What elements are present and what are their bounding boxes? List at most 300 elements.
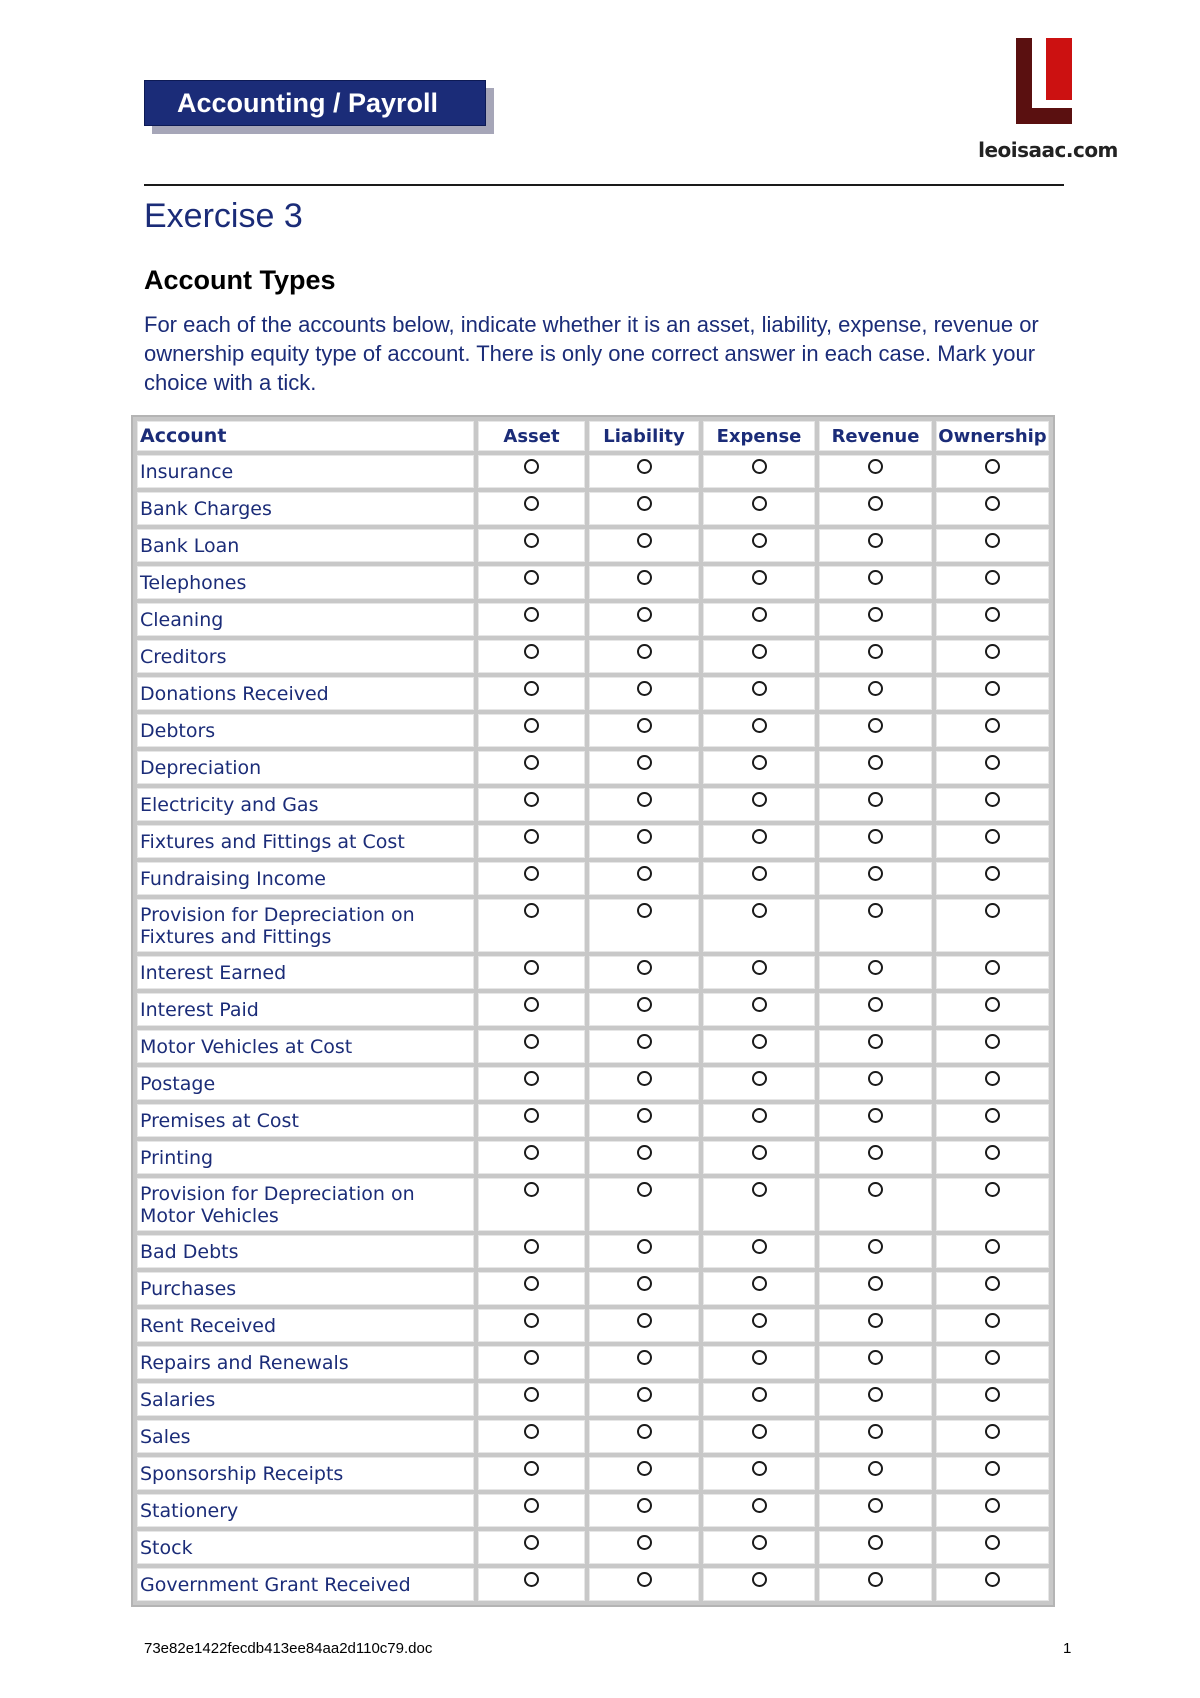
- revenue-radio[interactable]: [868, 1535, 883, 1550]
- expense-radio[interactable]: [752, 718, 767, 733]
- revenue-radio[interactable]: [868, 1498, 883, 1513]
- asset-radio[interactable]: [524, 1239, 539, 1254]
- table-row: [137, 1141, 1049, 1174]
- revenue-radio[interactable]: [868, 1034, 883, 1049]
- cell-asset: [478, 492, 585, 525]
- revenue-radio[interactable]: [868, 792, 883, 807]
- revenue-radio[interactable]: [868, 829, 883, 844]
- table-row: [137, 993, 1049, 1026]
- account-name: Donations Received: [137, 677, 474, 710]
- ownership-radio[interactable]: [985, 1276, 1000, 1291]
- ownership-radio[interactable]: [985, 570, 1000, 585]
- cell-expense: [703, 1494, 815, 1527]
- cell-liability: [589, 788, 699, 821]
- cell-liability: [589, 603, 699, 636]
- liability-radio[interactable]: [637, 792, 652, 807]
- liability-radio[interactable]: [637, 681, 652, 696]
- expense-radio[interactable]: [752, 960, 767, 975]
- cell-expense: [703, 1141, 815, 1174]
- table-row: [137, 1272, 1049, 1305]
- cell-liability: [589, 1178, 699, 1231]
- cell-liability: [589, 455, 699, 488]
- revenue-radio[interactable]: [868, 960, 883, 975]
- cell-ownership: [936, 1531, 1049, 1564]
- ownership-radio[interactable]: [985, 459, 1000, 474]
- cell-revenue: [819, 529, 932, 562]
- ownership-radio[interactable]: [985, 496, 1000, 511]
- asset-radio[interactable]: [524, 1276, 539, 1291]
- asset-radio[interactable]: [524, 681, 539, 696]
- account-name: Fundraising Income: [137, 862, 474, 895]
- cell-revenue: [819, 677, 932, 710]
- table-row: [137, 640, 1049, 673]
- column-header-revenue: Revenue: [819, 421, 932, 451]
- account-name: Creditors: [137, 640, 474, 673]
- revenue-radio[interactable]: [868, 1239, 883, 1254]
- cell-ownership: [936, 566, 1049, 599]
- table-row: [137, 603, 1049, 636]
- cell-liability: [589, 899, 699, 952]
- expense-radio[interactable]: [752, 1071, 767, 1086]
- ownership-radio[interactable]: [985, 1313, 1000, 1328]
- cell-asset: [478, 1420, 585, 1453]
- account-name: Printing: [137, 1141, 474, 1174]
- liability-radio[interactable]: [637, 570, 652, 585]
- cell-expense: [703, 1457, 815, 1490]
- logo-mark-icon: [1016, 38, 1080, 124]
- table-row: [137, 1383, 1049, 1416]
- cell-expense: [703, 825, 815, 858]
- asset-radio[interactable]: [524, 1535, 539, 1550]
- asset-radio[interactable]: [524, 1182, 539, 1197]
- expense-radio[interactable]: [752, 1239, 767, 1254]
- cell-asset: [478, 529, 585, 562]
- cell-asset: [478, 788, 585, 821]
- revenue-radio[interactable]: [868, 903, 883, 918]
- asset-radio[interactable]: [524, 1461, 539, 1476]
- cell-asset: [478, 899, 585, 952]
- revenue-radio[interactable]: [868, 533, 883, 548]
- cell-revenue: [819, 788, 932, 821]
- revenue-radio[interactable]: [868, 997, 883, 1012]
- liability-radio[interactable]: [637, 1387, 652, 1402]
- account-name: Premises at Cost: [137, 1104, 474, 1137]
- cell-expense: [703, 1272, 815, 1305]
- cell-ownership: [936, 529, 1049, 562]
- asset-radio[interactable]: [524, 1313, 539, 1328]
- revenue-radio[interactable]: [868, 1276, 883, 1291]
- table-row: [137, 492, 1049, 525]
- ownership-radio[interactable]: [985, 960, 1000, 975]
- column-header-liability: Liability: [589, 421, 699, 451]
- cell-expense: [703, 640, 815, 673]
- cell-ownership: [936, 1309, 1049, 1342]
- cell-ownership: [936, 993, 1049, 1026]
- account-name: Electricity and Gas: [137, 788, 474, 821]
- expense-radio[interactable]: [752, 1313, 767, 1328]
- ownership-radio[interactable]: [985, 1424, 1000, 1439]
- ownership-radio[interactable]: [985, 997, 1000, 1012]
- revenue-radio[interactable]: [868, 1350, 883, 1365]
- cell-expense: [703, 862, 815, 895]
- revenue-radio[interactable]: [868, 1145, 883, 1160]
- ownership-radio[interactable]: [985, 1108, 1000, 1123]
- cell-expense: [703, 455, 815, 488]
- revenue-radio[interactable]: [868, 1387, 883, 1402]
- revenue-radio[interactable]: [868, 496, 883, 511]
- liability-radio[interactable]: [637, 1535, 652, 1550]
- expense-radio[interactable]: [752, 792, 767, 807]
- account-name: Bank Charges: [137, 492, 474, 525]
- account-name: Rent Received: [137, 1309, 474, 1342]
- cell-liability: [589, 1272, 699, 1305]
- cell-liability: [589, 993, 699, 1026]
- asset-radio[interactable]: [524, 1424, 539, 1439]
- cell-ownership: [936, 788, 1049, 821]
- expense-radio[interactable]: [752, 681, 767, 696]
- cell-liability: [589, 751, 699, 784]
- expense-radio[interactable]: [752, 1145, 767, 1160]
- cell-revenue: [819, 714, 932, 747]
- cell-revenue: [819, 1457, 932, 1490]
- cell-asset: [478, 1067, 585, 1100]
- cell-liability: [589, 1568, 699, 1601]
- expense-radio[interactable]: [752, 866, 767, 881]
- table-header-row: [137, 421, 1049, 451]
- liability-radio[interactable]: [637, 1461, 652, 1476]
- ownership-radio[interactable]: [985, 792, 1000, 807]
- cell-expense: [703, 677, 815, 710]
- cell-asset: [478, 566, 585, 599]
- revenue-radio[interactable]: [868, 644, 883, 659]
- cell-revenue: [819, 1494, 932, 1527]
- cell-expense: [703, 566, 815, 599]
- cell-expense: [703, 603, 815, 636]
- cell-revenue: [819, 492, 932, 525]
- cell-liability: [589, 1383, 699, 1416]
- ownership-radio[interactable]: [985, 1350, 1000, 1365]
- table-row: [137, 1235, 1049, 1268]
- cell-revenue: [819, 1568, 932, 1601]
- account-name: Debtors: [137, 714, 474, 747]
- expense-radio[interactable]: [752, 1387, 767, 1402]
- table-row: [137, 1309, 1049, 1342]
- cell-revenue: [819, 956, 932, 989]
- cell-asset: [478, 1346, 585, 1379]
- revenue-radio[interactable]: [868, 866, 883, 881]
- asset-radio[interactable]: [524, 903, 539, 918]
- revenue-radio[interactable]: [868, 607, 883, 622]
- asset-radio[interactable]: [524, 533, 539, 548]
- table-row: [137, 455, 1049, 488]
- ownership-radio[interactable]: [985, 829, 1000, 844]
- cell-ownership: [936, 1346, 1049, 1379]
- account-name: Government Grant Received: [137, 1568, 474, 1601]
- ownership-radio[interactable]: [985, 903, 1000, 918]
- expense-radio[interactable]: [752, 644, 767, 659]
- expense-radio[interactable]: [752, 1350, 767, 1365]
- asset-radio[interactable]: [524, 866, 539, 881]
- asset-radio[interactable]: [524, 496, 539, 511]
- asset-radio[interactable]: [524, 1145, 539, 1160]
- cell-asset: [478, 640, 585, 673]
- revenue-radio[interactable]: [868, 1424, 883, 1439]
- cell-asset: [478, 1272, 585, 1305]
- account-name: Sponsorship Receipts: [137, 1457, 474, 1490]
- cell-liability: [589, 956, 699, 989]
- cell-liability: [589, 1030, 699, 1063]
- table-row: [137, 956, 1049, 989]
- cell-expense: [703, 956, 815, 989]
- liability-radio[interactable]: [637, 866, 652, 881]
- liability-radio[interactable]: [637, 644, 652, 659]
- table-row: [137, 751, 1049, 784]
- cell-revenue: [819, 1383, 932, 1416]
- cell-revenue: [819, 751, 932, 784]
- table-row: [137, 714, 1049, 747]
- cell-asset: [478, 1030, 585, 1063]
- cell-asset: [478, 993, 585, 1026]
- liability-radio[interactable]: [637, 1239, 652, 1254]
- account-name: Telephones: [137, 566, 474, 599]
- account-name: Purchases: [137, 1272, 474, 1305]
- cell-liability: [589, 1067, 699, 1100]
- revenue-radio[interactable]: [868, 459, 883, 474]
- liability-radio[interactable]: [637, 755, 652, 770]
- ownership-radio[interactable]: [985, 1535, 1000, 1550]
- ownership-radio[interactable]: [985, 644, 1000, 659]
- liability-radio[interactable]: [637, 459, 652, 474]
- liability-radio[interactable]: [637, 1071, 652, 1086]
- table-row: [137, 1030, 1049, 1063]
- liability-radio[interactable]: [637, 1313, 652, 1328]
- asset-radio[interactable]: [524, 1071, 539, 1086]
- cell-ownership: [936, 1457, 1049, 1490]
- cell-liability: [589, 1309, 699, 1342]
- account-name: Provision for Depreciation on Fixtures and Fittings: [137, 899, 474, 952]
- liability-radio[interactable]: [637, 718, 652, 733]
- cell-ownership: [936, 1420, 1049, 1453]
- revenue-radio[interactable]: [868, 1108, 883, 1123]
- expense-radio[interactable]: [752, 903, 767, 918]
- ownership-radio[interactable]: [985, 718, 1000, 733]
- table-row: [137, 899, 1049, 952]
- cell-asset: [478, 825, 585, 858]
- ownership-radio[interactable]: [985, 755, 1000, 770]
- account-name: Sales: [137, 1420, 474, 1453]
- expense-radio[interactable]: [752, 459, 767, 474]
- expense-radio[interactable]: [752, 1276, 767, 1291]
- asset-radio[interactable]: [524, 1387, 539, 1402]
- cell-ownership: [936, 1030, 1049, 1063]
- cell-ownership: [936, 825, 1049, 858]
- cell-liability: [589, 492, 699, 525]
- revenue-radio[interactable]: [868, 1313, 883, 1328]
- expense-radio[interactable]: [752, 829, 767, 844]
- account-name: Stationery: [137, 1494, 474, 1527]
- cell-revenue: [819, 1346, 932, 1379]
- liability-radio[interactable]: [637, 829, 652, 844]
- cell-asset: [478, 714, 585, 747]
- asset-radio[interactable]: [524, 1572, 539, 1587]
- banner-label: Accounting / Payroll: [177, 88, 439, 118]
- column-header-asset: Asset: [478, 421, 585, 451]
- liability-radio[interactable]: [637, 1276, 652, 1291]
- asset-radio[interactable]: [524, 829, 539, 844]
- cell-revenue: [819, 640, 932, 673]
- asset-radio[interactable]: [524, 1498, 539, 1513]
- ownership-radio[interactable]: [985, 607, 1000, 622]
- table-row: [137, 677, 1049, 710]
- liability-radio[interactable]: [637, 997, 652, 1012]
- ownership-radio[interactable]: [985, 1572, 1000, 1587]
- cell-liability: [589, 1457, 699, 1490]
- asset-radio[interactable]: [524, 960, 539, 975]
- liability-radio[interactable]: [637, 903, 652, 918]
- ownership-radio[interactable]: [985, 1071, 1000, 1086]
- liability-radio[interactable]: [637, 1145, 652, 1160]
- cell-asset: [478, 1178, 585, 1231]
- asset-radio[interactable]: [524, 607, 539, 622]
- ownership-radio[interactable]: [985, 1034, 1000, 1049]
- cell-liability: [589, 1141, 699, 1174]
- cell-expense: [703, 1104, 815, 1137]
- expense-radio[interactable]: [752, 496, 767, 511]
- cell-revenue: [819, 1178, 932, 1231]
- expense-radio[interactable]: [752, 755, 767, 770]
- account-name: Repairs and Renewals: [137, 1346, 474, 1379]
- ownership-radio[interactable]: [985, 681, 1000, 696]
- expense-radio[interactable]: [752, 1461, 767, 1476]
- liability-radio[interactable]: [637, 496, 652, 511]
- ownership-radio[interactable]: [985, 1145, 1000, 1160]
- cell-ownership: [936, 640, 1049, 673]
- asset-radio[interactable]: [524, 1034, 539, 1049]
- cell-liability: [589, 1104, 699, 1137]
- liability-radio[interactable]: [637, 960, 652, 975]
- asset-radio[interactable]: [524, 792, 539, 807]
- cell-revenue: [819, 455, 932, 488]
- cell-ownership: [936, 1141, 1049, 1174]
- table-row: [137, 1104, 1049, 1137]
- cell-liability: [589, 640, 699, 673]
- expense-radio[interactable]: [752, 1034, 767, 1049]
- column-header-account: Account: [137, 421, 474, 451]
- asset-radio[interactable]: [524, 997, 539, 1012]
- table-row: [137, 788, 1049, 821]
- liability-radio[interactable]: [637, 1034, 652, 1049]
- revenue-radio[interactable]: [868, 1572, 883, 1587]
- cell-revenue: [819, 1030, 932, 1063]
- cell-asset: [478, 603, 585, 636]
- revenue-radio[interactable]: [868, 1182, 883, 1197]
- liability-radio[interactable]: [637, 1182, 652, 1197]
- cell-expense: [703, 1178, 815, 1231]
- cell-asset: [478, 1494, 585, 1527]
- ownership-radio[interactable]: [985, 1387, 1000, 1402]
- cell-ownership: [936, 956, 1049, 989]
- asset-radio[interactable]: [524, 718, 539, 733]
- ownership-radio[interactable]: [985, 533, 1000, 548]
- expense-radio[interactable]: [752, 997, 767, 1012]
- cell-asset: [478, 1309, 585, 1342]
- asset-radio[interactable]: [524, 755, 539, 770]
- cell-expense: [703, 1346, 815, 1379]
- expense-radio[interactable]: [752, 1572, 767, 1587]
- liability-radio[interactable]: [637, 1498, 652, 1513]
- account-name: Interest Earned: [137, 956, 474, 989]
- revenue-radio[interactable]: [868, 570, 883, 585]
- expense-radio[interactable]: [752, 1535, 767, 1550]
- ownership-radio[interactable]: [985, 866, 1000, 881]
- cell-liability: [589, 714, 699, 747]
- revenue-radio[interactable]: [868, 681, 883, 696]
- cell-ownership: [936, 603, 1049, 636]
- expense-radio[interactable]: [752, 1498, 767, 1513]
- expense-radio[interactable]: [752, 607, 767, 622]
- liability-radio[interactable]: [637, 607, 652, 622]
- cell-liability: [589, 1346, 699, 1379]
- revenue-radio[interactable]: [868, 1071, 883, 1086]
- expense-radio[interactable]: [752, 1182, 767, 1197]
- table-body: [137, 455, 1049, 1601]
- ownership-radio[interactable]: [985, 1239, 1000, 1254]
- cell-asset: [478, 455, 585, 488]
- revenue-radio[interactable]: [868, 1461, 883, 1476]
- liability-radio[interactable]: [637, 533, 652, 548]
- asset-radio[interactable]: [524, 570, 539, 585]
- table-row: [137, 1067, 1049, 1100]
- account-name: Bad Debts: [137, 1235, 474, 1268]
- revenue-radio[interactable]: [868, 755, 883, 770]
- asset-radio[interactable]: [524, 459, 539, 474]
- cell-expense: [703, 1420, 815, 1453]
- liability-radio[interactable]: [637, 1108, 652, 1123]
- cell-asset: [478, 862, 585, 895]
- account-name: Insurance: [137, 455, 474, 488]
- cell-expense: [703, 788, 815, 821]
- cell-revenue: [819, 1309, 932, 1342]
- ownership-radio[interactable]: [985, 1182, 1000, 1197]
- ownership-radio[interactable]: [985, 1461, 1000, 1476]
- asset-radio[interactable]: [524, 1350, 539, 1365]
- cell-expense: [703, 751, 815, 784]
- asset-radio[interactable]: [524, 644, 539, 659]
- account-name: Provision for Depreciation on Motor Vehicles: [137, 1178, 474, 1231]
- ownership-radio[interactable]: [985, 1498, 1000, 1513]
- account-name: Stock: [137, 1531, 474, 1564]
- section-title: Account Types: [144, 265, 336, 295]
- logo-text: leoisaac.com: [978, 138, 1118, 162]
- cell-revenue: [819, 862, 932, 895]
- table-row: [137, 1420, 1049, 1453]
- cell-asset: [478, 1141, 585, 1174]
- cell-ownership: [936, 1568, 1049, 1601]
- liability-radio[interactable]: [637, 1350, 652, 1365]
- liability-radio[interactable]: [637, 1424, 652, 1439]
- cell-liability: [589, 529, 699, 562]
- revenue-radio[interactable]: [868, 718, 883, 733]
- cell-liability: [589, 1420, 699, 1453]
- expense-radio[interactable]: [752, 533, 767, 548]
- asset-radio[interactable]: [524, 1108, 539, 1123]
- cell-ownership: [936, 1272, 1049, 1305]
- liability-radio[interactable]: [637, 1572, 652, 1587]
- expense-radio[interactable]: [752, 1424, 767, 1439]
- cell-asset: [478, 1383, 585, 1416]
- expense-radio[interactable]: [752, 1108, 767, 1123]
- expense-radio[interactable]: [752, 570, 767, 585]
